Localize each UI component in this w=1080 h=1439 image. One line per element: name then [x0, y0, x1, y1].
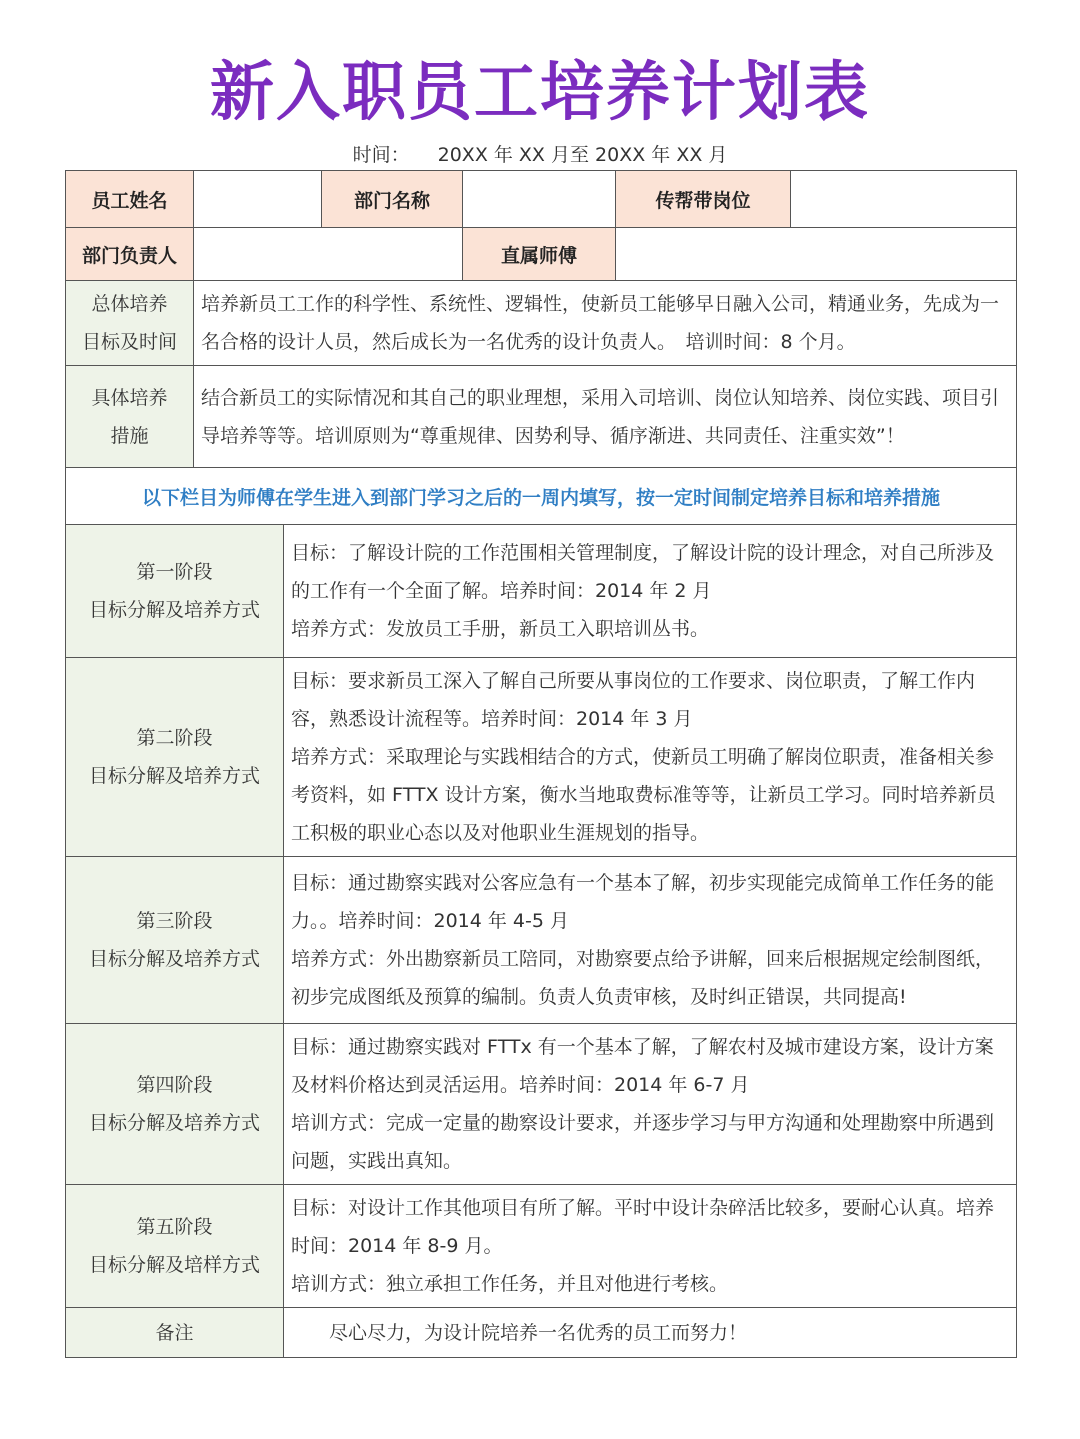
- stage-name: 第五阶段: [136, 1216, 213, 1238]
- mentor-post-field[interactable]: [791, 171, 1017, 228]
- stage-sub: 目标分解及培养方式: [88, 765, 260, 787]
- stage-row: [66, 857, 1017, 1024]
- measures-label-line2: 措施: [110, 424, 149, 447]
- department-name-label: 部门名称: [322, 171, 463, 228]
- stage-goal: 目标：通过勘察实践对 FTTx 有一个基本了解，了解农村及城市建设方案，设计方案及材料价格达到灵活运用。培养时间：2014 年 6-7 月: [291, 1036, 994, 1096]
- department-name-field[interactable]: [463, 171, 616, 228]
- overall-text: 培养新员工工作的科学性、系统性、逻辑性，使新员工能够早日融入公司，精通业务，先成为一名合格的设计人员，然后成长为一名优秀的设计负责人。 培训时间：8 个月。: [194, 281, 1017, 366]
- date-line: [0, 140, 1080, 170]
- measures-label-line1: 具体培养: [91, 386, 168, 409]
- stage-label: [66, 658, 284, 857]
- stage-method: 培训方式：完成一定量的勘察设计要求，并逐步学习与甲方沟通和处理勘察中所遇到问题，实践出真知。: [291, 1112, 995, 1172]
- training-plan-table: [65, 170, 1017, 1358]
- stage-label: [66, 857, 284, 1024]
- overall-label: [66, 281, 194, 366]
- stage-name: 第四阶段: [136, 1074, 213, 1096]
- measures-row: [66, 366, 1017, 468]
- stage-label: [66, 525, 284, 658]
- stage-row: [66, 658, 1017, 857]
- header-row-2: [66, 228, 1017, 281]
- stage-goal: 目标：对设计工作其他项目有所了解。平时中设计杂碎活比较多，要耐心认真。培养时间：2014 年 8-9 月。: [291, 1197, 995, 1257]
- stage-content: [284, 1024, 1017, 1185]
- stage-goal: 目标：要求新员工深入了解自己所要从事岗位的工作要求、岗位职责，了解工作内容，熟悉设计流程等。培养时间：2014 年 3 月: [291, 670, 976, 730]
- stage-content: [284, 1185, 1017, 1308]
- stage-name: 第三阶段: [136, 910, 213, 932]
- dept-head-field[interactable]: [194, 228, 463, 281]
- stage-method: 培养方式：采取理论与实践相结合的方式，使新员工明确了解岗位职责，准备相关参考资料，如 FTTX 设计方案，衡水当地取费标准等等，让新员工学习。同时培养新员工积极的职业心态以及对他职业生涯规划的指导。: [291, 746, 996, 844]
- notice-text: 以下栏目为师傅在学生进入到部门学习之后的一周内填写，按一定时间制定培养目标和培养措施: [66, 468, 1017, 525]
- remark-label: 备注: [66, 1308, 284, 1358]
- header-row-1: [66, 171, 1017, 228]
- notice-row: [66, 468, 1017, 525]
- stage-row: [66, 1024, 1017, 1185]
- stage-name: 第二阶段: [136, 727, 213, 749]
- remark-row: [66, 1308, 1017, 1358]
- stage-name: 第一阶段: [136, 561, 213, 583]
- stage-method: 培养方式：外出勘察新员工陪同，对勘察要点给予讲解，回来后根据规定绘制图纸，初步完成图纸及预算的编制。负责人负责审核，及时纠正错误，共同提高!: [291, 948, 995, 1008]
- employee-name-field[interactable]: [194, 171, 322, 228]
- stage-label: [66, 1024, 284, 1185]
- page-title: 新入职员工培养计划表: [210, 56, 870, 130]
- date-value: 20XX 年 XX 月至 20XX 年 XX 月: [437, 144, 728, 166]
- stage-content: [284, 857, 1017, 1024]
- stage-method: 培养方式：发放员工手册，新员工入职培训丛书。: [291, 618, 710, 640]
- overall-label-line1: 总体培养: [91, 293, 168, 315]
- stage-row: [66, 525, 1017, 658]
- stage-method: 培训方式：独立承担工作任务，并且对他进行考核。: [291, 1273, 729, 1295]
- stage-content: [284, 525, 1017, 658]
- stage-goal: 目标：了解设计院的工作范围相关管理制度，了解设计院的设计理念，对自己所涉及的工作有一个全面了解。培养时间：2014 年 2 月: [291, 542, 995, 602]
- overall-row: [66, 281, 1017, 366]
- measures-text: 结合新员工的实际情况和其自己的职业理想，采用入司培训、岗位认知培养、岗位实践、项目引导培养等等。培训原则为“尊重规律、因势利导、循序渐进、共同责任、注重实效”！: [194, 366, 1017, 468]
- dept-head-label: 部门负责人: [66, 228, 194, 281]
- mentor-post-label: 传帮带岗位: [616, 171, 791, 228]
- stage-sub: 目标分解及培养方式: [88, 1112, 260, 1134]
- stage-sub: 目标分解及培养方式: [88, 948, 260, 970]
- direct-mentor-field[interactable]: [616, 228, 1017, 281]
- remark-text: 尽心尽力，为设计院培养一名优秀的员工而努力！: [284, 1308, 1017, 1358]
- stage-goal: 目标：通过勘察实践对公客应急有一个基本了解，初步实现能完成简单工作任务的能力。。培养时间：2014 年 4-5 月: [291, 872, 995, 932]
- stage-sub: 目标分解及培样方式: [88, 1254, 260, 1276]
- stage-sub: 目标分解及培养方式: [88, 599, 260, 621]
- measures-label: [66, 366, 194, 468]
- stage-row: [66, 1185, 1017, 1308]
- employee-name-label: 员工姓名: [66, 171, 194, 228]
- date-label: 时间：: [352, 144, 410, 166]
- direct-mentor-label: 直属师傅: [463, 228, 616, 281]
- overall-label-line2: 目标及时间: [81, 331, 177, 353]
- stage-content: [284, 658, 1017, 857]
- stage-label: [66, 1185, 284, 1308]
